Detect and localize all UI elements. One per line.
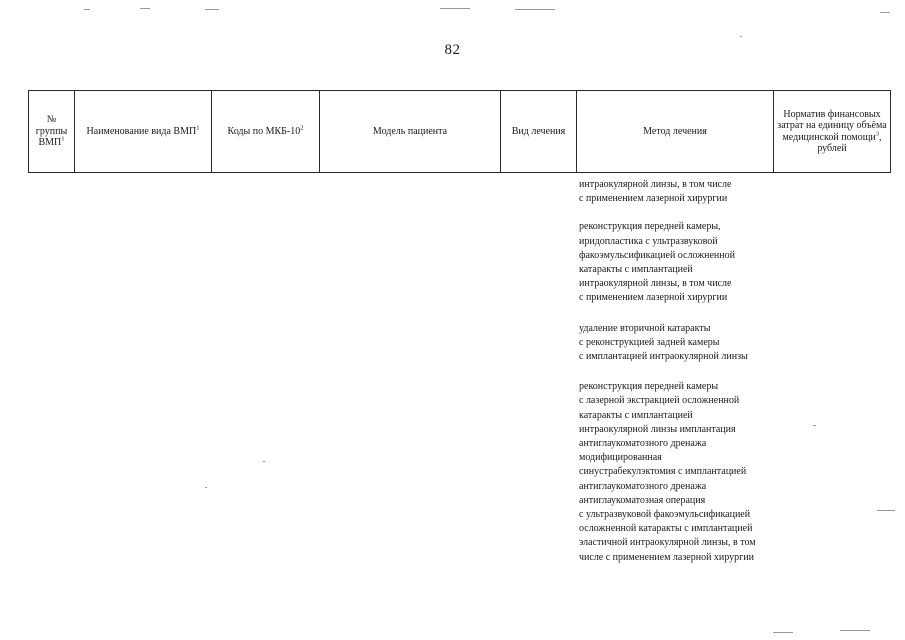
header-icd-codes: Коды по МКБ-$10^2$ <box>212 91 320 173</box>
method-entry: реконструкция передней камеры с лазерной экстракцией осложненной катаракты с имплантацией интраокулярной линзы имплантация антиглаукоматозного дренажа модифицированная синустрабекулэктомия с имплантацией антиглаукоматозного дренажа антиглаукоматозная операция с ультразвуковой факоэмульсификацией осложненной катаракты с имплантацией эластичной интраокулярной линзы, в том числе с применением лазерной хирургии <box>579 381 756 563</box>
treatment-method-column <box>579 178 779 565</box>
method-entry: удаление вторичной катаракты с реконструкцией задней камеры с имплантацией интраокулярной линзы <box>579 322 748 363</box>
header-treatment-type: Вид лечения <box>501 91 577 173</box>
method-entry: реконструкция передней камеры, иридопластика с ультразвуковой факоэмульсификацией осложненной катаракты с имплантацией интраокулярной линзы, в том числе с применением лазерной хирургии <box>579 221 735 304</box>
table-header <box>28 90 891 173</box>
method-entry: интраокулярной линзы, в том числе с применением лазерной хирургии <box>579 179 732 205</box>
header-treatment-method: Метод лечения <box>577 91 774 173</box>
header-vmp-name: Наименование вида ВМП$^1$ <box>75 91 212 173</box>
header-patient-model: Модель пациента <box>320 91 501 173</box>
header-group-number: № группы ВМП$^1$ <box>29 91 75 173</box>
header-financial-norm: Норматив финансовых затрат на единицу объёма медицинской помощи$^3$, рублей <box>774 91 891 173</box>
page-number: 82 <box>444 42 461 58</box>
